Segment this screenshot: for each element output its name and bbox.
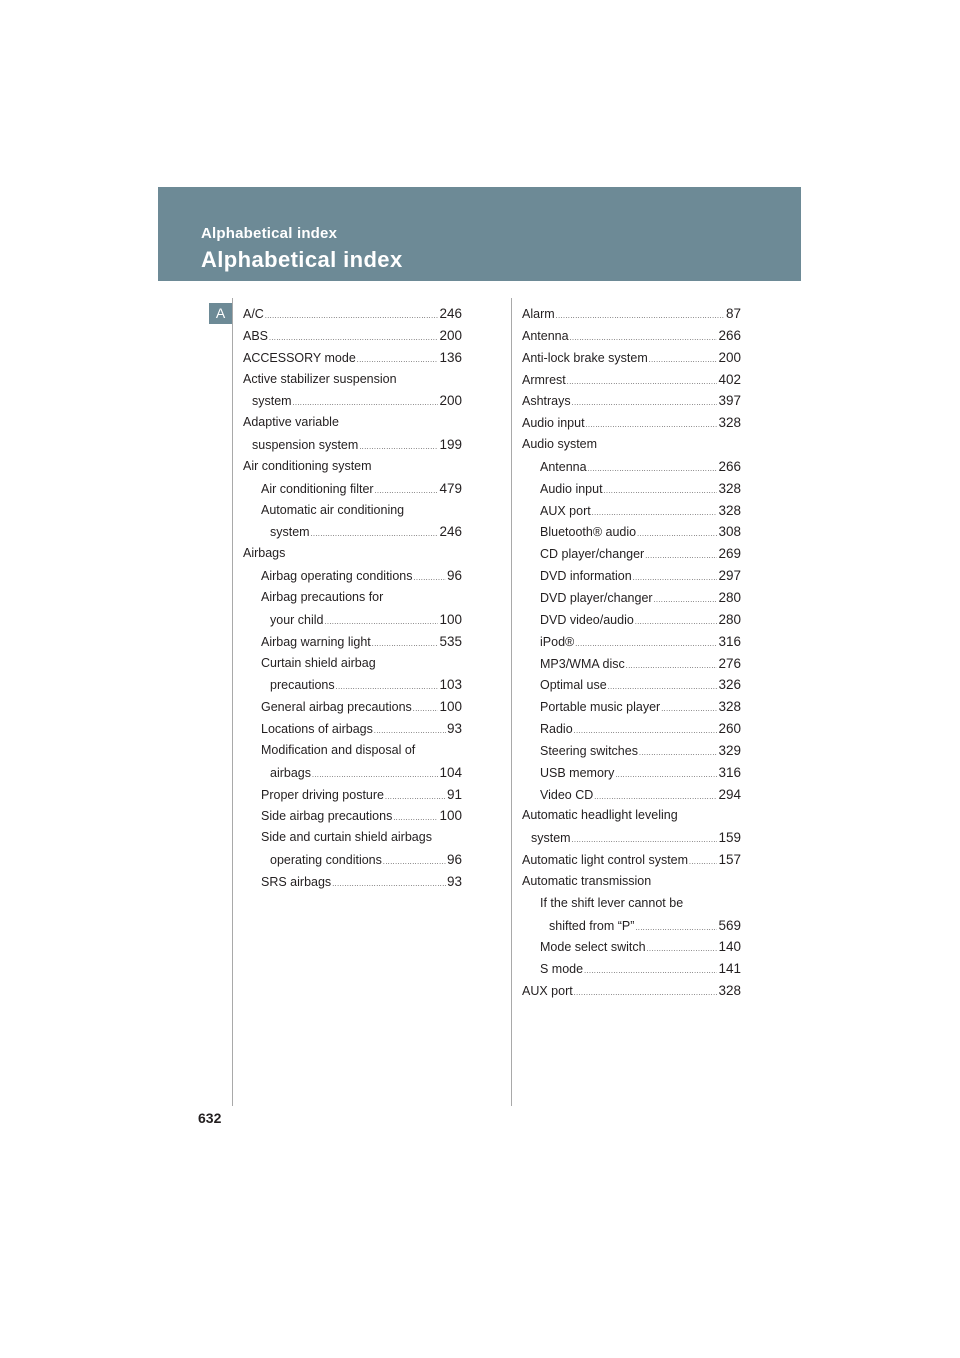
dot-leader bbox=[393, 815, 438, 822]
dot-leader bbox=[645, 553, 717, 560]
index-entry-label: Alarm bbox=[522, 307, 555, 321]
index-heading: If the shift lever cannot be bbox=[540, 895, 684, 910]
dot-leader bbox=[588, 466, 718, 473]
index-page-ref: 294 bbox=[718, 786, 741, 802]
index-heading: Automatic headlight leveling bbox=[522, 808, 678, 823]
index-page-ref: 157 bbox=[718, 852, 741, 868]
index-page-ref: 260 bbox=[718, 721, 741, 737]
index-entry bbox=[243, 631, 462, 653]
index-entry-label: Locations of airbags bbox=[261, 722, 373, 737]
dot-leader bbox=[265, 313, 439, 320]
index-page-ref: 141 bbox=[718, 961, 741, 977]
header-section-title: Alphabetical index bbox=[201, 225, 338, 242]
index-entry bbox=[522, 521, 741, 543]
index-entry bbox=[522, 412, 741, 434]
index-entry-label: iPod® bbox=[540, 634, 575, 649]
index-page-ref: 104 bbox=[439, 764, 462, 780]
index-page-ref: 103 bbox=[439, 677, 462, 693]
dot-leader bbox=[413, 706, 439, 713]
dot-leader bbox=[293, 400, 439, 407]
index-page-ref: 316 bbox=[718, 764, 741, 780]
index-page-ref: 91 bbox=[446, 786, 462, 802]
index-page-ref: 159 bbox=[718, 830, 741, 846]
index-heading: Adaptive variable bbox=[243, 415, 339, 430]
index-page-ref: 100 bbox=[439, 611, 462, 627]
index-entry-label: Air conditioning filter bbox=[261, 481, 374, 496]
index-page-ref: 200 bbox=[439, 327, 462, 343]
index-entry bbox=[522, 784, 741, 806]
index-entry bbox=[243, 325, 462, 347]
index-page-ref: 326 bbox=[718, 677, 741, 693]
index-entry bbox=[522, 827, 741, 849]
column-divider-left bbox=[232, 298, 233, 1106]
dot-leader bbox=[574, 728, 718, 735]
dot-leader bbox=[635, 925, 717, 932]
index-entry-label: Side airbag precautions bbox=[261, 809, 393, 824]
index-entry-label: ABS bbox=[243, 328, 269, 343]
index-page-ref: 100 bbox=[439, 808, 462, 824]
dot-leader bbox=[615, 772, 717, 779]
section-letter-tab: A bbox=[209, 303, 232, 324]
index-page-ref: 328 bbox=[718, 502, 741, 518]
index-heading: Air conditioning system bbox=[243, 458, 372, 473]
dot-leader bbox=[332, 881, 446, 888]
index-entry bbox=[522, 369, 741, 391]
page-number: 632 bbox=[198, 1110, 222, 1126]
index-page-ref: 569 bbox=[718, 917, 741, 933]
index-page-ref: 87 bbox=[725, 306, 741, 321]
dot-leader bbox=[592, 510, 718, 517]
dot-leader bbox=[374, 728, 446, 735]
dot-leader bbox=[572, 837, 718, 844]
dot-leader bbox=[312, 772, 438, 779]
dot-leader bbox=[594, 794, 717, 801]
index-entry bbox=[522, 478, 741, 500]
index-heading: Side and curtain shield airbags bbox=[261, 830, 432, 845]
dot-leader bbox=[385, 794, 446, 801]
index-entry bbox=[522, 980, 741, 1002]
index-entry-label: system bbox=[531, 831, 571, 846]
dot-leader bbox=[574, 990, 718, 997]
index-entry-label: Radio bbox=[540, 722, 573, 737]
index-page-ref: 266 bbox=[718, 327, 741, 343]
index-page-ref: 276 bbox=[718, 655, 741, 671]
index-page-ref: 200 bbox=[718, 349, 741, 365]
index-heading: Modification and disposal of bbox=[261, 742, 416, 757]
index-entry-label: Steering switches bbox=[540, 743, 638, 758]
index-entry-label: system bbox=[252, 394, 292, 409]
index-entry bbox=[522, 456, 741, 478]
index-page-ref: 297 bbox=[718, 568, 741, 584]
dot-leader bbox=[637, 531, 717, 538]
index-entry-label: Automatic light control system bbox=[522, 853, 689, 868]
index-entry bbox=[243, 390, 462, 412]
index-page-ref: 200 bbox=[439, 393, 462, 409]
dot-leader bbox=[357, 357, 439, 364]
dot-leader bbox=[639, 750, 718, 757]
index-entry bbox=[522, 565, 741, 587]
index-page-ref: 329 bbox=[718, 742, 741, 758]
dot-leader bbox=[654, 597, 718, 604]
dot-leader bbox=[359, 444, 438, 451]
index-column-1 bbox=[243, 303, 462, 893]
index-page-ref: 246 bbox=[439, 306, 462, 321]
page-header bbox=[158, 187, 801, 281]
index-page-ref: 246 bbox=[439, 524, 462, 540]
index-entry bbox=[243, 478, 462, 500]
index-page-ref: 199 bbox=[439, 437, 462, 453]
index-entry bbox=[522, 500, 741, 522]
index-entry bbox=[522, 958, 741, 980]
index-entry-label: DVD player/changer bbox=[540, 590, 653, 605]
index-page-ref: 328 bbox=[718, 480, 741, 496]
index-entry bbox=[522, 587, 741, 609]
index-entry-label: shifted from “P” bbox=[549, 918, 635, 933]
index-entry bbox=[243, 805, 462, 827]
index-entry-label: Ashtrays bbox=[522, 394, 571, 409]
index-entry-label: Audio input bbox=[540, 481, 603, 496]
index-page-ref: 96 bbox=[446, 852, 462, 868]
index-entry-label: USB memory bbox=[540, 765, 615, 780]
index-page-ref: 397 bbox=[718, 393, 741, 409]
index-entry-label: AUX port bbox=[522, 984, 573, 999]
index-page-ref: 100 bbox=[439, 699, 462, 715]
index-entry bbox=[243, 347, 462, 369]
index-entry-label: Mode select switch bbox=[540, 940, 646, 955]
index-entry bbox=[522, 762, 741, 784]
index-entry bbox=[522, 653, 741, 675]
dot-leader bbox=[575, 641, 717, 648]
index-entry-label: Video CD bbox=[540, 787, 594, 802]
index-entry bbox=[522, 543, 741, 565]
index-heading: Active stabilizer suspension bbox=[243, 371, 397, 386]
index-entry-label: SRS airbags bbox=[261, 874, 332, 889]
index-entry bbox=[243, 871, 462, 893]
index-column-2 bbox=[522, 303, 741, 1002]
index-entry bbox=[243, 303, 462, 325]
dot-leader bbox=[375, 488, 439, 495]
index-entry bbox=[243, 784, 462, 806]
dot-leader bbox=[372, 641, 439, 648]
index-heading: Automatic air conditioning bbox=[261, 502, 405, 517]
index-page-ref: 280 bbox=[718, 611, 741, 627]
index-heading: Automatic transmission bbox=[522, 873, 652, 888]
index-page-ref: 269 bbox=[718, 546, 741, 562]
index-entry-label: CD player/changer bbox=[540, 547, 645, 562]
index-entry bbox=[243, 434, 462, 456]
index-entry bbox=[522, 936, 741, 958]
index-entry-label: A/C bbox=[243, 307, 264, 321]
index-page-ref: 402 bbox=[718, 371, 741, 387]
index-page-ref: 96 bbox=[446, 568, 462, 584]
dot-leader bbox=[584, 968, 717, 975]
index-entry bbox=[243, 521, 462, 543]
index-entry bbox=[522, 609, 741, 631]
index-entry-label: DVD information bbox=[540, 569, 632, 584]
index-heading: Curtain shield airbag bbox=[261, 655, 376, 670]
index-entry-label: ACCESSORY mode bbox=[243, 350, 356, 365]
index-entry-label: Anti-lock brake system bbox=[522, 350, 648, 365]
index-entry-label: Armrest bbox=[522, 372, 566, 387]
dot-leader bbox=[635, 619, 718, 626]
index-entry-label: system bbox=[270, 525, 310, 540]
index-entry-label: your child bbox=[270, 612, 324, 627]
dot-leader bbox=[604, 488, 718, 495]
dot-leader bbox=[661, 706, 717, 713]
index-entry-label: precautions bbox=[270, 678, 335, 693]
index-entry bbox=[522, 347, 741, 369]
index-page-ref: 316 bbox=[718, 633, 741, 649]
dot-leader bbox=[325, 619, 439, 626]
index-entry-label: Antenna bbox=[522, 328, 569, 343]
index-entry bbox=[522, 325, 741, 347]
index-entry bbox=[243, 674, 462, 696]
index-page-ref: 479 bbox=[439, 480, 462, 496]
index-entry bbox=[243, 718, 462, 740]
index-page-ref: 140 bbox=[718, 939, 741, 955]
index-entry-label: DVD video/audio bbox=[540, 612, 634, 627]
index-entry-label: Portable music player bbox=[540, 700, 661, 715]
index-entry-label: General airbag precautions bbox=[261, 700, 412, 715]
index-entry bbox=[522, 849, 741, 871]
dot-leader bbox=[311, 531, 439, 538]
dot-leader bbox=[414, 575, 446, 582]
dot-leader bbox=[626, 663, 718, 670]
index-entry-label: Audio input bbox=[522, 416, 585, 431]
index-entry bbox=[522, 674, 741, 696]
dot-leader bbox=[556, 313, 725, 320]
page-title: Alphabetical index bbox=[201, 247, 403, 272]
index-entry bbox=[522, 718, 741, 740]
index-entry-label: Bluetooth® audio bbox=[540, 525, 637, 540]
index-page-ref: 136 bbox=[439, 349, 462, 365]
index-page-ref: 535 bbox=[439, 633, 462, 649]
index-entry bbox=[522, 740, 741, 762]
index-page-ref: 280 bbox=[718, 589, 741, 605]
index-entry-label: suspension system bbox=[252, 438, 359, 453]
index-heading: Airbags bbox=[243, 546, 286, 561]
dot-leader bbox=[586, 422, 718, 429]
dot-leader bbox=[647, 946, 718, 953]
index-entry-label: Proper driving posture bbox=[261, 787, 384, 802]
dot-leader bbox=[689, 859, 717, 866]
index-entry-label: Optimal use bbox=[540, 678, 607, 693]
dot-leader bbox=[383, 859, 446, 866]
index-entry-label: Airbag warning light bbox=[261, 634, 371, 649]
index-entry-label: AUX port bbox=[540, 503, 591, 518]
index-entry bbox=[522, 915, 741, 937]
index-entry-label: operating conditions bbox=[270, 853, 382, 868]
index-entry bbox=[243, 696, 462, 718]
index-entry-label: Airbag operating conditions bbox=[261, 569, 413, 584]
index-heading: Audio system bbox=[522, 437, 598, 452]
index-page-ref: 266 bbox=[718, 458, 741, 474]
dot-leader bbox=[336, 684, 439, 691]
index-entry bbox=[243, 849, 462, 871]
index-heading: Airbag precautions for bbox=[261, 589, 384, 604]
index-entry bbox=[522, 390, 741, 412]
dot-leader bbox=[649, 357, 718, 364]
dot-leader bbox=[567, 379, 718, 386]
index-entry bbox=[243, 762, 462, 784]
index-page-ref: 328 bbox=[718, 983, 741, 999]
index-entry bbox=[522, 303, 741, 325]
index-entry-label: S mode bbox=[540, 962, 584, 977]
index-entry bbox=[243, 565, 462, 587]
index-page-ref: 93 bbox=[446, 873, 462, 889]
dot-leader bbox=[633, 575, 718, 582]
dot-leader bbox=[608, 684, 718, 691]
dot-leader bbox=[269, 335, 438, 342]
column-divider-middle bbox=[511, 298, 512, 1106]
index-page-ref: 328 bbox=[718, 415, 741, 431]
index-entry bbox=[522, 696, 741, 718]
index-page-ref: 308 bbox=[718, 524, 741, 540]
dot-leader bbox=[570, 335, 718, 342]
index-entry-label: Antenna bbox=[540, 459, 587, 474]
index-page-ref: 328 bbox=[718, 699, 741, 715]
index-page-ref: 93 bbox=[446, 721, 462, 737]
index-entry bbox=[522, 631, 741, 653]
index-entry-label: MP3/WMA disc bbox=[540, 656, 625, 671]
index-entry bbox=[243, 609, 462, 631]
index-entry-label: airbags bbox=[270, 765, 311, 780]
dot-leader bbox=[572, 400, 718, 407]
